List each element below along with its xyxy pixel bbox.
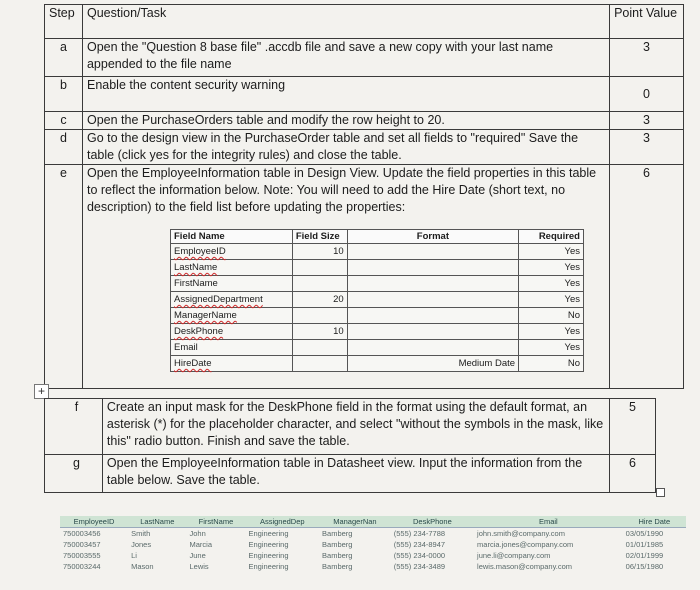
field-size xyxy=(292,356,347,372)
task-c: Open the PurchaseOrders table and modify the row height to 20. xyxy=(82,112,609,130)
points-b: 0 xyxy=(610,77,684,112)
ds-header: AssignedDep xyxy=(245,516,319,528)
ds-cell: 750003456 xyxy=(63,529,101,538)
task-b: Enable the content security warning xyxy=(82,77,609,112)
field-required: Yes xyxy=(519,260,584,276)
field-size: 10 xyxy=(292,324,347,340)
field-name: Email xyxy=(171,340,293,356)
table-move-handle-icon[interactable]: + xyxy=(34,384,49,399)
ds-cell: 01/01/1985 xyxy=(625,540,664,549)
field-name: LastName xyxy=(171,260,293,276)
field-name: EmployeeID xyxy=(171,244,293,260)
field-required: Yes xyxy=(519,276,584,292)
points-d: 3 xyxy=(610,130,684,165)
task-a: Open the "Question 8 base file" .accdb file and save a new copy with your last name appended to the file name xyxy=(82,39,609,77)
ds-cell: 02/01/1999 xyxy=(625,551,664,560)
ds-header: Email xyxy=(474,516,623,528)
points-g: 6 xyxy=(610,455,656,493)
points-c: 3 xyxy=(610,112,684,130)
field-required: Yes xyxy=(519,340,584,356)
ds-cell: john.smith@company.com xyxy=(477,529,565,538)
task-e-text: Open the EmployeeInformation table in Design View. Update the field properties in this table to reflect the information below. Note: You will need to add the Hire Date (short text, no description) to the field list before updating the properties: xyxy=(86,166,597,214)
ds-cell: Bamberg xyxy=(322,562,353,571)
ds-cell: marcia.jones@company.com xyxy=(477,540,574,549)
field-format xyxy=(347,340,518,356)
field-required: Yes xyxy=(519,324,584,340)
field-format xyxy=(347,308,518,324)
field-format: Medium Date xyxy=(347,356,518,372)
ds-header: LastName xyxy=(128,516,186,528)
field-size xyxy=(292,276,347,292)
task-f: Create an input mask for the DeskPhone field in the format using the default format, an asterisk (*) for the placeholder character, and select "without the symbols in the mask, like this" radio button. Finish and save the table. xyxy=(102,399,609,455)
ds-cell: Bamberg xyxy=(322,540,353,549)
ds-cell: John xyxy=(189,529,206,538)
step-e: e xyxy=(45,165,83,389)
ds-header: Hire Date xyxy=(623,516,686,528)
step-g: g xyxy=(45,455,103,493)
fields-header-required: Required xyxy=(519,230,584,244)
employee-datasheet xyxy=(60,516,686,572)
ds-cell: Bamberg xyxy=(322,529,353,538)
ds-cell: Jones xyxy=(131,540,152,549)
field-size xyxy=(292,308,347,324)
ds-cell: June xyxy=(189,551,206,560)
ds-header: ManagerNan xyxy=(319,516,391,528)
fields-header-name: Field Name xyxy=(171,230,293,244)
ds-cell: 03/05/1990 xyxy=(625,529,664,538)
field-size xyxy=(292,340,347,356)
ds-cell: (555) 234-8947 xyxy=(393,540,446,549)
step-d: d xyxy=(45,130,83,165)
task-d: Go to the design view in the PurchaseOrder table and set all fields to "required" Save the table (click yes for the integrity rules) and close the table. xyxy=(82,130,609,165)
step-c: c xyxy=(45,112,83,130)
ds-cell: Engineering xyxy=(248,540,289,549)
ds-cell: Lewis xyxy=(189,562,209,571)
ds-cell: Engineering xyxy=(248,529,289,538)
field-size: 20 xyxy=(292,292,347,308)
ds-cell: lewis.mason@company.com xyxy=(477,562,573,571)
field-format xyxy=(347,324,518,340)
points-f: 5 xyxy=(610,399,656,455)
ds-cell: 06/15/1980 xyxy=(625,562,664,571)
lower-question-table xyxy=(44,398,656,493)
field-size xyxy=(292,260,347,276)
step-b: b xyxy=(45,77,83,112)
ds-cell: 750003457 xyxy=(63,540,101,549)
fields-header-format: Format xyxy=(347,230,518,244)
ds-header: EmployeeID xyxy=(60,516,128,528)
field-name: ManagerName xyxy=(171,308,293,324)
ds-cell: Engineering xyxy=(248,562,289,571)
ds-cell: Marcia xyxy=(189,540,212,549)
ds-cell: 750003555 xyxy=(63,551,101,560)
field-name: AssignedDepartment xyxy=(171,292,293,308)
ds-cell: Mason xyxy=(131,562,154,571)
field-properties-table xyxy=(170,229,584,372)
header-step: Step xyxy=(45,5,83,39)
ds-cell: june.li@company.com xyxy=(477,551,551,560)
ds-cell: (555) 234-7788 xyxy=(393,529,446,538)
field-required: No xyxy=(519,356,584,372)
field-required: No xyxy=(519,308,584,324)
header-task: Question/Task xyxy=(82,5,609,39)
field-name: DeskPhone xyxy=(171,324,293,340)
ds-cell: Engineering xyxy=(248,551,289,560)
points-e: 6 xyxy=(610,165,684,389)
ds-cell: (555) 234-3489 xyxy=(393,562,446,571)
ds-cell: Li xyxy=(131,551,137,560)
ds-cell: (555) 234-0000 xyxy=(393,551,446,560)
resize-handle[interactable] xyxy=(656,488,665,497)
ds-cell: Bamberg xyxy=(322,551,353,560)
ds-cell: Smith xyxy=(131,529,151,538)
field-required: Yes xyxy=(519,244,584,260)
points-a: 3 xyxy=(610,39,684,77)
ds-header: FirstName xyxy=(186,516,245,528)
field-format xyxy=(347,276,518,292)
field-format xyxy=(347,292,518,308)
field-format xyxy=(347,244,518,260)
header-points: Point Value xyxy=(610,5,684,39)
field-name: HireDate xyxy=(171,356,293,372)
step-a: a xyxy=(45,39,83,77)
fields-header-size: Field Size xyxy=(292,230,347,244)
field-required: Yes xyxy=(519,292,584,308)
field-format xyxy=(347,260,518,276)
step-f: f xyxy=(45,399,103,455)
ds-header: DeskPhone xyxy=(391,516,474,528)
task-g: Open the EmployeeInformation table in Datasheet view. Input the information from the table below. Save the table. xyxy=(102,455,609,493)
field-name: FirstName xyxy=(171,276,293,292)
field-size: 10 xyxy=(292,244,347,260)
ds-cell: 750003244 xyxy=(63,562,101,571)
